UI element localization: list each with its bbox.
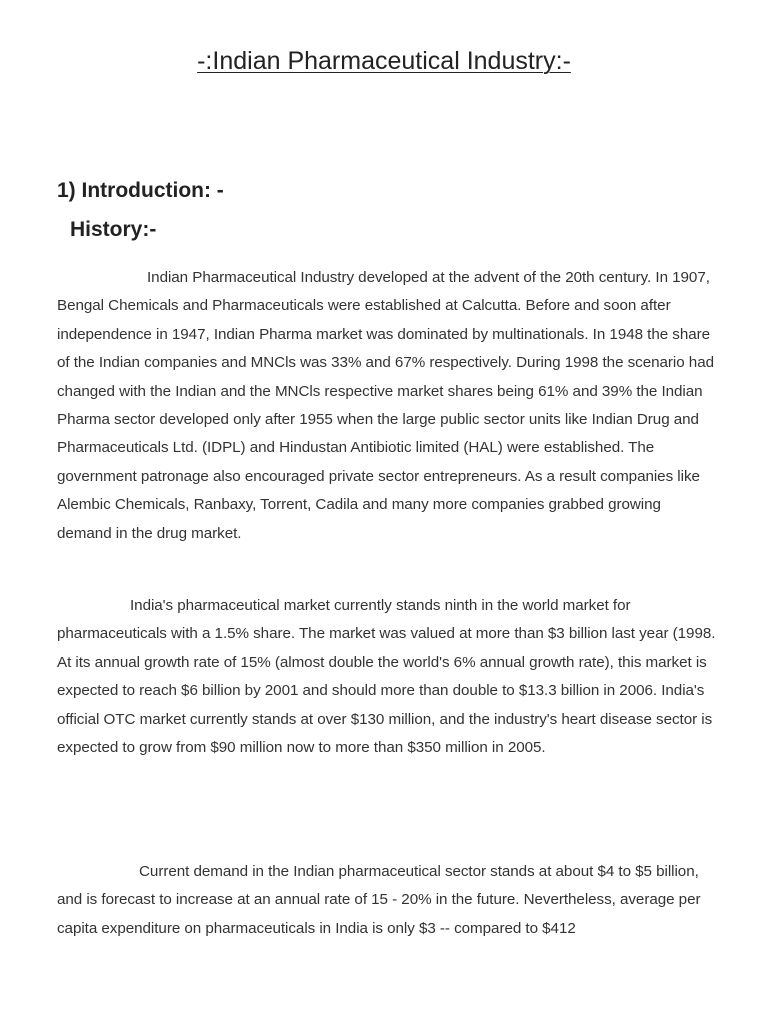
paragraph-current-demand: Current demand in the Indian pharmaceutical sector stands at about $4 to $5 billion, and is forecast to increase at an annual rate of 15 - 20% in the future. Nevertheless, average per capita expenditure on pharmaceuticals in India is only $3 -- compared to $412 <box>57 863 701 937</box>
paragraph-market-size: India's pharmaceutical market currently stands ninth in the world market for pharmaceuticals with a 1.5% share. The market was valued at more than $3 billion last year (1998. At its annual growth rate of 15% (almost double the world's 6% annual growth rate), this market is expected to reach $6 billion by 2001 and should more than double to $13.3 billion in 2006. India's official OTC market currently stands at over $130 million, and the industry's heart disease sector is expected to grow from $90 million now to more than $350 million in 2005. <box>57 597 716 757</box>
document-title: -:Indian Pharmaceutical Industry:- <box>197 47 571 75</box>
section-heading-introduction: 1) Introduction: - <box>57 179 224 202</box>
paragraph-history: Indian Pharmaceutical Industry developed at the advent of the 20th century. In 1907, Bengal Chemicals and Pharmaceuticals were established at Calcutta. Before and soon after independence in 1947, Indian Pharma market was dominated by multinationals. In 1948 the share of the Indian companies and MNCls was 33% and 67% respectively. During 1998 the scenario had changed with the Indian and the MNCls respective market shares being 61% and 39% the Indian Pharma sector developed only after 1955 when the large public sector units like Indian Drug and Pharmaceuticals Ltd. (IDPL) and Hindustan Antibiotic limited (HAL) were established. The government patronage also encouraged private sector entrepreneurs. As a result companies like Alembic Chemicals, Ranbaxy, Torrent, Cadila and many more companies grabbed growing demand in the drug market. <box>57 269 714 542</box>
sub-heading-history: History:- <box>70 218 157 241</box>
